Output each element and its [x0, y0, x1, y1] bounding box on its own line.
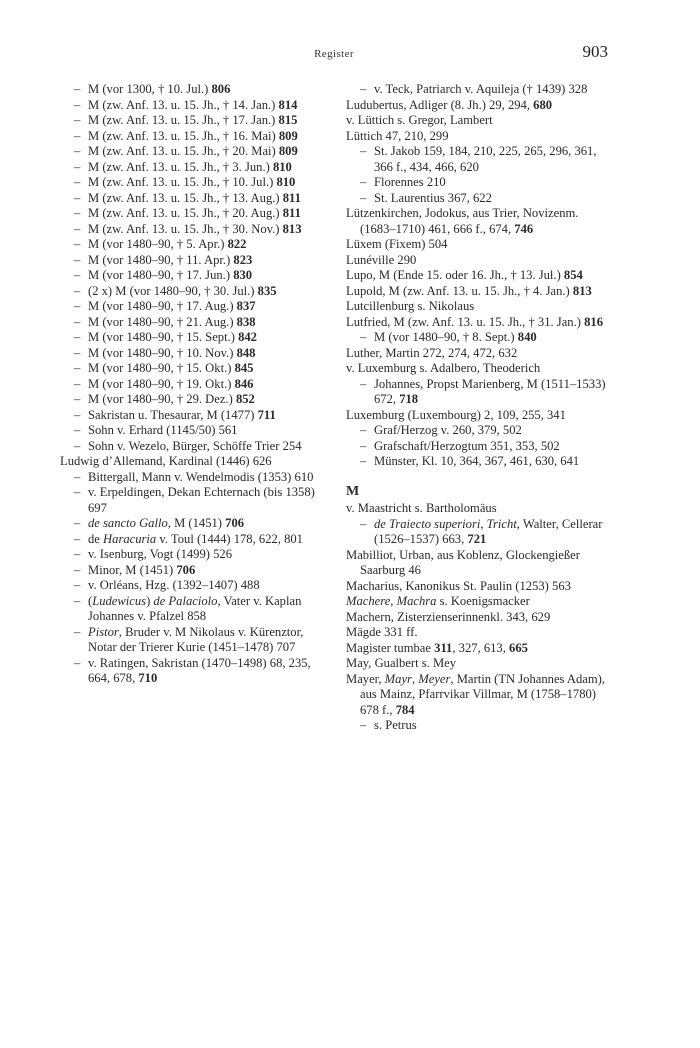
index-subentry: – Johannes, Propst Marienberg, M (1511–1533) 672, 718	[346, 377, 608, 408]
index-entry: Machere, Machra s. Koenigsmacker	[346, 594, 530, 608]
index-subentry: – v. Orléans, Hzg. (1392–1407) 488	[60, 578, 322, 594]
index-subentry: – (Ludewicus) de Palaciolo, Vater v. Kaplan Johannes v. Pfalzel 858	[60, 594, 322, 625]
index-column-left	[60, 82, 322, 687]
index-subentry: – de Traiecto superiori, Tricht, Walter, Cellerar (1526–1537) 663, 721	[346, 517, 608, 548]
page-number: 903	[582, 42, 608, 61]
index-subentry: – v. Isenburg, Vogt (1499) 526	[60, 547, 322, 563]
index-subentry: – de sancto Gallo, M (1451) 706	[60, 516, 322, 532]
index-subentry: – Sohn v. Wezelo, Bürger, Schöffe Trier 254	[60, 439, 322, 455]
index-entry: v. Maastricht s. Bartholomäus	[346, 501, 497, 515]
index-subentry: – M (zw. Anf. 13. u. 15. Jh., † 20. Aug.) 811	[60, 206, 322, 222]
index-entry: v. Luxemburg s. Adalbero, Theoderich	[346, 361, 541, 375]
index-subentry: – M (vor 1480–90, † 17. Jun.) 830	[60, 268, 322, 284]
index-subentry: – Graf/Herzog v. 260, 379, 502	[346, 423, 608, 439]
section-letter: M	[346, 483, 360, 499]
index-subentry: – M (zw. Anf. 13. u. 15. Jh., † 14. Jan.) 814	[60, 98, 322, 114]
index-entry: Lüxem (Fixem) 504	[346, 237, 448, 251]
index-subentry: – de Haracuria v. Toul (1444) 178, 622, 801	[60, 532, 322, 548]
index-entry: Mayer, Mayr, Meyer, Martin (TN Johannes Adam), aus Mainz, Pfarrvikar Villmar, M (1758–1780) 678 f., 784	[346, 671, 606, 717]
index-subentry: – M (zw. Anf. 13. u. 15. Jh., † 16. Mai) 809	[60, 129, 322, 145]
index-subentry: – M (zw. Anf. 13. u. 15. Jh., † 10. Jul.) 810	[60, 175, 322, 191]
index-entry: Mägde 331 ff.	[346, 625, 418, 639]
index-entry: Ludwig d’Allemand, Kardinal (1446) 626	[60, 454, 272, 468]
index-subentry: – s. Petrus	[346, 718, 608, 734]
index-subentry: – v. Teck, Patriarch v. Aquileja († 1439) 328	[346, 82, 608, 98]
index-subentry: – St. Laurentius 367, 622	[346, 191, 608, 207]
index-subentry: – (2 x) M (vor 1480–90, † 30. Jul.) 835	[60, 284, 322, 300]
index-entry: Lutcillenburg s. Nikolaus	[346, 299, 475, 313]
index-subentry: – M (zw. Anf. 13. u. 15. Jh., † 17. Jan.) 815	[60, 113, 322, 129]
index-subentry: – Minor, M (1451) 706	[60, 563, 322, 579]
index-subentry: – M (vor 1480–90, † 15. Sept.) 842	[60, 330, 322, 346]
running-title: Register	[314, 48, 354, 60]
index-subentry: – M (zw. Anf. 13. u. 15. Jh., † 13. Aug.) 811	[60, 191, 322, 207]
index-subentry: – St. Jakob 159, 184, 210, 225, 265, 296, 361, 366 f., 434, 466, 620	[346, 144, 608, 175]
index-subentry: – M (vor 1480–90, † 21. Aug.) 838	[60, 315, 322, 331]
index-entry: May, Gualbert s. Mey	[346, 656, 457, 670]
index-subentry: – Münster, Kl. 10, 364, 367, 461, 630, 641	[346, 454, 608, 470]
index-column-right	[346, 82, 608, 734]
index-entry: Machern, Zisterzienserinnenkl. 343, 629	[346, 609, 551, 624]
index-subentry: – Grafschaft/Herzogtum 351, 353, 502	[346, 439, 608, 455]
index-subentry: – M (vor 1480–90, † 19. Okt.) 846	[60, 377, 322, 393]
index-subentry: – M (zw. Anf. 13. u. 15. Jh., † 20. Mai) 809	[60, 144, 322, 160]
index-entry: Lunéville 290	[346, 252, 417, 267]
index-subentry: – Sohn v. Erhard (1145/50) 561	[60, 423, 322, 439]
index-entry: Luther, Martin 272, 274, 472, 632	[346, 345, 518, 360]
index-entry: Ludubertus, Adliger (8. Jh.) 29, 294, 680	[346, 97, 553, 112]
index-subentry: – M (zw. Anf. 13. u. 15. Jh., † 30. Nov.) 813	[60, 222, 322, 238]
index-entry: Lupold, M (zw. Anf. 13. u. 15. Jh., † 4. Jan.) 813	[346, 283, 592, 298]
index-subentry: – M (vor 1480–90, † 29. Dez.) 852	[60, 392, 322, 408]
index-subentry: – M (vor 1480–90, † 8. Sept.) 840	[346, 330, 608, 346]
index-subentry: – v. Ratingen, Sakristan (1470–1498) 68, 235, 664, 678, 710	[60, 656, 322, 687]
index-subentry: – Florennes 210	[346, 175, 608, 191]
index-subentry: – Sakristan u. Thesaurar, M (1477) 711	[60, 408, 322, 424]
index-subentry: – Pistor, Bruder v. M Nikolaus v. Kürenztor, Notar der Trierer Kurie (1451–1478) 707	[60, 625, 322, 656]
index-entry: Lupo, M (Ende 15. oder 16. Jh., † 13. Jul.) 854	[346, 268, 583, 282]
index-entry: Macharius, Kanonikus St. Paulin (1253) 563	[346, 578, 571, 593]
index-entry: Lüttich 47, 210, 299	[346, 128, 449, 143]
index-entry: v. Lüttich s. Gregor, Lambert	[346, 113, 493, 127]
index-entry: Lützenkirchen, Jodokus, aus Trier, Novizenm. (1683–1710) 461, 666 f., 674, 746	[346, 206, 579, 236]
index-subentry: – M (vor 1480–90, † 5. Apr.) 822	[60, 237, 322, 253]
index-subentry: – M (vor 1480–90, † 11. Apr.) 823	[60, 253, 322, 269]
index-entry: Lutfried, M (zw. Anf. 13. u. 15. Jh., † 31. Jan.) 816	[346, 314, 603, 329]
page-header	[60, 42, 608, 66]
index-subentry: – M (zw. Anf. 13. u. 15. Jh., † 3. Jun.) 810	[60, 160, 322, 176]
index-subentry: – v. Erpeldingen, Dekan Echternach (bis 1358) 697	[60, 485, 322, 516]
index-entry: Luxemburg (Luxembourg) 2, 109, 255, 341	[346, 407, 566, 422]
index-subentry: – M (vor 1480–90, † 15. Okt.) 845	[60, 361, 322, 377]
index-entry: Mabilliot, Urban, aus Koblenz, Glockengießer Saarburg 46	[346, 547, 580, 577]
index-entry: Magister tumbae 311, 327, 613, 665	[346, 640, 528, 655]
index-subentry: – M (vor 1480–90, † 17. Aug.) 837	[60, 299, 322, 315]
index-subentry: – Bittergall, Mann v. Wendelmodis (1353) 610	[60, 470, 322, 486]
index-subentry: – M (vor 1480–90, † 10. Nov.) 848	[60, 346, 322, 362]
index-subentry: – M (vor 1300, † 10. Jul.) 806	[60, 82, 322, 98]
